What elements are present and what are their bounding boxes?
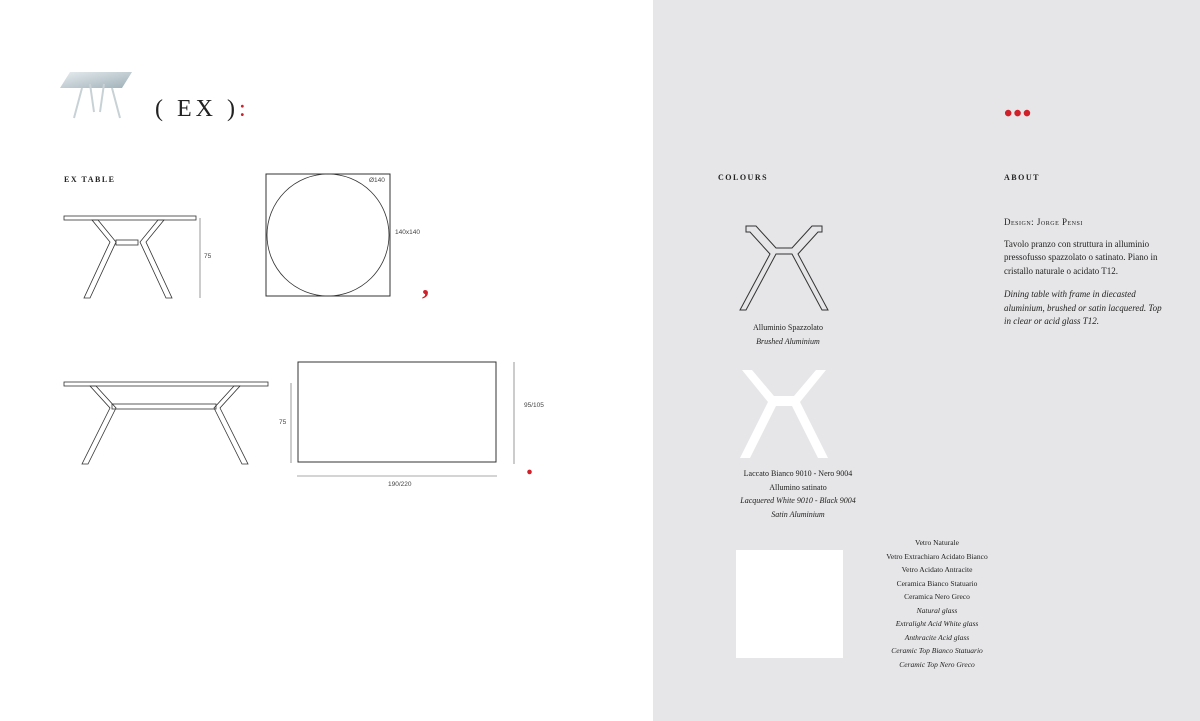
finish1-line2: Brushed Aluminium [756, 336, 820, 346]
finish2-line1: Laccato Bianco 9010 - Nero 9004 [743, 469, 853, 478]
brand-colon: : [239, 96, 250, 122]
glass-item: Vetro Naturale [915, 538, 959, 547]
table-side-drawing-rect [62, 380, 272, 466]
finish2-caption [718, 467, 878, 521]
glass-item: Ceramica Nero Greco [904, 592, 970, 601]
width-dimension-line-rect [511, 362, 517, 464]
section-title-colours: COLOURS [718, 173, 769, 182]
glass-item: Extralight Acid White glass [895, 619, 979, 628]
dim-length-rect: 190/220 [388, 481, 412, 488]
glass-item: Anthracite Acid glass [904, 632, 970, 642]
dim-width-rect: 95/105 [524, 402, 544, 409]
finish1-line1: Alluminio Spazzolato [753, 323, 823, 332]
finish1-caption [718, 321, 858, 348]
red-period-mark: . [526, 450, 533, 481]
brand-paren-close: ) [227, 96, 239, 122]
section-title-about: ABOUT [1004, 173, 1040, 182]
dim-square-size: 140x140 [395, 229, 420, 236]
glass-item: Natural glass [916, 605, 958, 615]
brand-title [155, 96, 250, 123]
dim-height-rect: 75 [279, 419, 287, 426]
finish2-line3: Lacquered White 9010 - Black 9004 [740, 496, 856, 505]
red-comma-mark: , [422, 270, 429, 301]
frame-brushed-aluminium-image [734, 222, 834, 314]
about-english-text: Dining table with frame in diecasted aluminium, brushed or satin lacquered. Top in clear or acid glass T12. [1004, 289, 1162, 326]
about-italian-text: Tavolo pranzo con struttura in alluminio pressofusso spazzolato o satinato. Piano in cristallo naturale o acidato T12. [1004, 238, 1158, 276]
glass-item: Ceramic Top Bianco Statuario [891, 646, 983, 655]
length-dimension-line-rect [297, 473, 497, 479]
finish2-line4: Satin Aluminium [771, 509, 825, 519]
height-dimension-line [196, 218, 204, 298]
dim-height-square: 75 [204, 253, 212, 260]
about-section [1004, 216, 1164, 339]
table-top-view-square [265, 173, 391, 297]
table-side-drawing-square [60, 210, 200, 300]
glass-item: Ceramica Bianco Statuario [896, 578, 978, 588]
glass-item: Vetro Extrachiaro Acidato Bianco [886, 551, 988, 561]
designer-credit: Design: Jorge Pensi [1004, 217, 1083, 227]
glass-options-list [872, 536, 1002, 671]
table-thumbnail-image [60, 72, 132, 120]
glass-swatch [736, 550, 843, 658]
glass-item: Ceramic Top Nero Greco [899, 659, 975, 669]
red-dots-mark: ••• [1004, 101, 1033, 127]
finish2-line2: Allumino satinato [769, 482, 827, 492]
dim-diameter: Ø140 [369, 177, 385, 184]
section-title-ex-table: EX TABLE [64, 175, 116, 184]
table-top-view-rect [297, 361, 497, 463]
brand-paren-open: ( [155, 96, 167, 122]
frame-white-lacquered-image [734, 368, 834, 460]
brand-name: EX [177, 96, 217, 122]
height-dimension-line-rect [288, 383, 294, 463]
glass-item: Vetro Acidato Antracite [901, 565, 973, 574]
